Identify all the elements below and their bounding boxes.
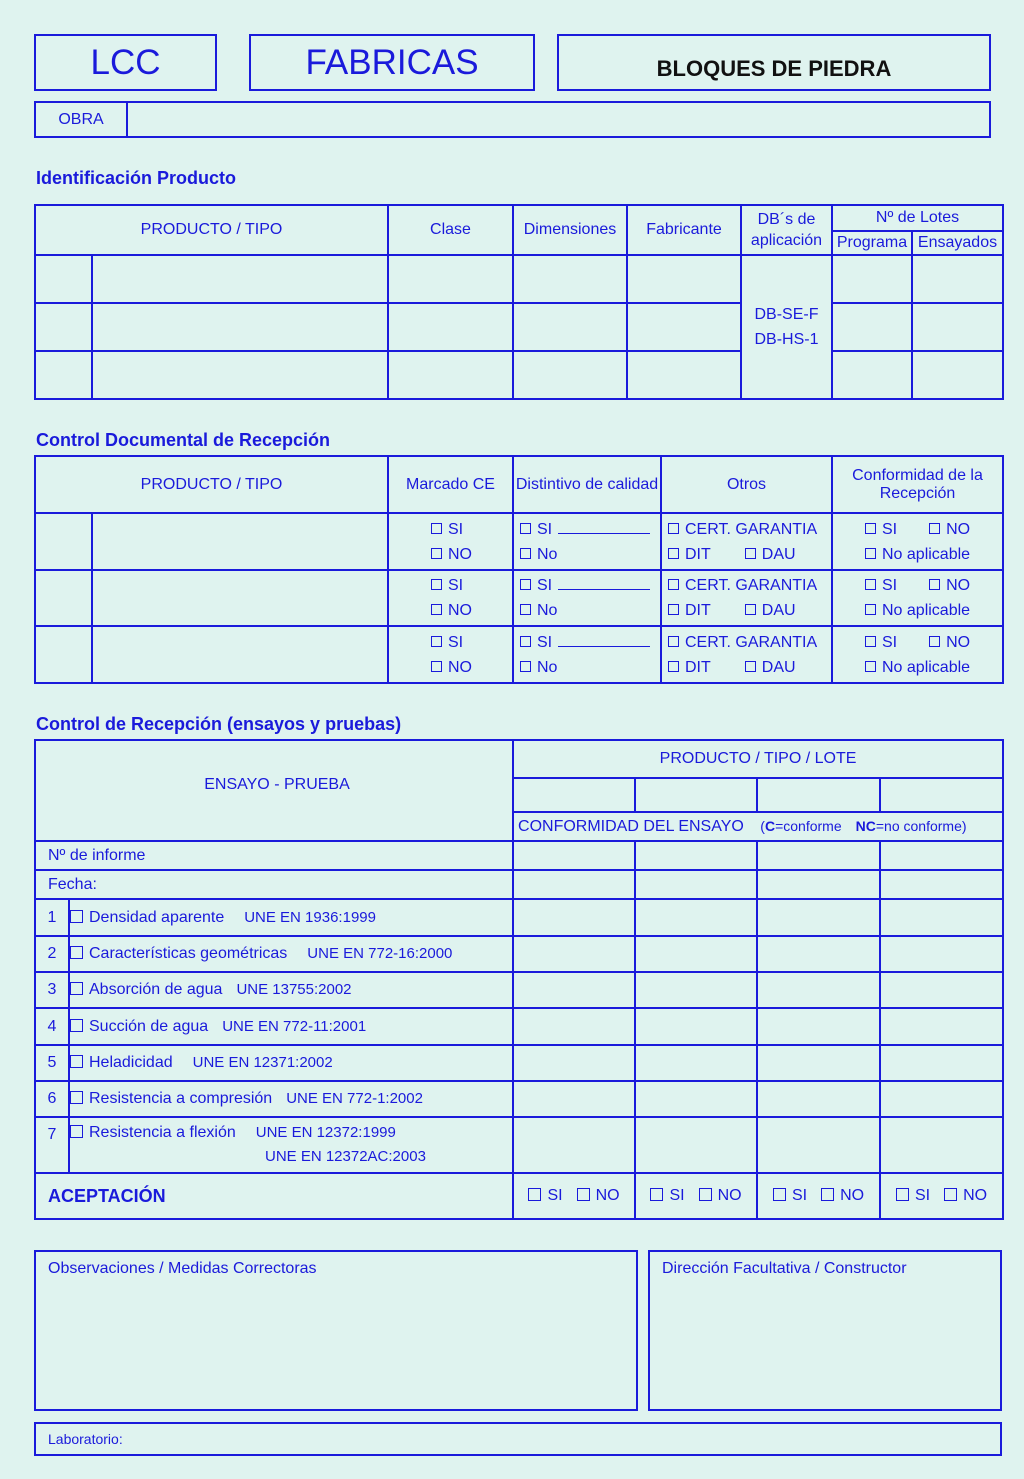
distintivo-input[interactable]	[558, 577, 650, 590]
cell[interactable]	[627, 351, 741, 399]
table-row	[35, 626, 1003, 683]
test-number: 5	[35, 1045, 69, 1081]
test-standard: UNE EN 772-1:2002	[286, 1090, 423, 1107]
cell[interactable]	[388, 255, 513, 303]
cert-label: CERT. GARANTIA	[685, 633, 818, 651]
dit-label: DIT	[685, 602, 711, 619]
no-aplicable-label: No aplicable	[882, 545, 971, 563]
no-label: NO	[595, 1187, 620, 1204]
db-hs-1: DB-HS-1	[754, 331, 819, 348]
aceptacion-options	[880, 1173, 1003, 1219]
test-name: Heladicidad	[89, 1054, 173, 1071]
no-label: NO	[448, 658, 472, 676]
ensayo-header-label: ENSAYO - PRUEBA	[204, 775, 350, 793]
aceptacion-row	[35, 1173, 1003, 1219]
test-standard: UNE EN 1936:1999	[244, 908, 376, 926]
test-row	[35, 1008, 1003, 1045]
otros-options	[661, 570, 832, 626]
no-label: NO	[448, 602, 472, 619]
cell[interactable]	[35, 513, 92, 570]
cell[interactable]	[757, 1081, 880, 1117]
cell[interactable]	[635, 1117, 757, 1173]
cell[interactable]	[880, 899, 1003, 936]
cert-label: CERT. GARANTIA	[685, 577, 818, 594]
control-recepcion-table	[34, 739, 1004, 1220]
si-checkbox[interactable]	[865, 579, 876, 590]
si-checkbox[interactable]	[773, 1188, 786, 1201]
test-item	[69, 972, 513, 1008]
test-name: Resistencia a flexión	[89, 1124, 236, 1141]
legend-c-text: =conforme	[775, 817, 842, 834]
cell[interactable]	[627, 303, 741, 351]
test-row	[35, 936, 1003, 972]
test-checkbox[interactable]	[70, 1091, 83, 1104]
cell[interactable]	[880, 1081, 1003, 1117]
si-checkbox[interactable]	[431, 636, 442, 647]
laboratorio-box[interactable]	[34, 1422, 1002, 1456]
si-label: SI	[791, 1187, 808, 1204]
no-checkbox[interactable]	[929, 579, 940, 590]
cell[interactable]	[388, 351, 513, 399]
db-cell	[741, 255, 832, 399]
test-number: 6	[35, 1081, 69, 1117]
dbs-header: DB´s de aplicación	[741, 205, 832, 255]
no-label: No	[537, 602, 558, 619]
cell[interactable]	[832, 351, 912, 399]
cell[interactable]	[35, 570, 92, 626]
cell[interactable]	[92, 255, 388, 303]
test-standard: UNE EN 772-11:2001	[222, 1017, 367, 1035]
cell[interactable]	[513, 870, 635, 899]
si-checkbox[interactable]	[431, 579, 442, 590]
table-row	[35, 255, 1003, 303]
si-checkbox[interactable]	[520, 579, 531, 590]
conformidad-options	[832, 626, 1003, 683]
cell[interactable]	[513, 1045, 635, 1081]
cert-checkbox[interactable]	[668, 579, 679, 590]
no-aplicable-label: No aplicable	[882, 602, 971, 619]
si-checkbox[interactable]	[865, 523, 876, 534]
lote-cell[interactable]	[757, 778, 880, 812]
cell[interactable]	[513, 936, 635, 972]
aceptacion-options	[757, 1173, 880, 1219]
no-label: NO	[946, 633, 971, 651]
cell[interactable]	[880, 1008, 1003, 1045]
no-checkbox[interactable]	[577, 1188, 590, 1201]
fabricas-box	[249, 34, 535, 91]
no-aplicable-checkbox[interactable]	[865, 604, 876, 615]
test-checkbox[interactable]	[70, 910, 83, 923]
identificacion-title: Identificación Producto	[36, 168, 237, 188]
test-checkbox[interactable]	[70, 1125, 83, 1138]
no-label: NO	[840, 1187, 865, 1204]
dau-checkbox[interactable]	[745, 548, 756, 559]
cell[interactable]	[92, 513, 388, 570]
producto-header: PRODUCTO / TIPO	[35, 456, 388, 513]
si-label: SI	[882, 633, 898, 651]
cell[interactable]	[635, 841, 757, 870]
no-aplicable-checkbox[interactable]	[865, 548, 876, 559]
no-label: NO	[448, 545, 472, 563]
identificacion-table	[34, 204, 1004, 400]
test-standard: UNE EN 12371:2002	[192, 1054, 333, 1071]
dit-checkbox[interactable]	[668, 548, 679, 559]
test-standard: UNE EN 12372:1999	[255, 1124, 396, 1141]
si-label: SI	[882, 520, 898, 538]
test-checkbox[interactable]	[70, 946, 83, 959]
test-row	[35, 1117, 1003, 1173]
test-item	[69, 899, 513, 936]
conformidad-ensayo-label: CONFORMIDAD DEL ENSAYO	[518, 817, 744, 835]
test-name: Resistencia a compresión	[89, 1090, 273, 1107]
si-label: SI	[669, 1187, 685, 1204]
laboratorio-label: Laboratorio:	[48, 1431, 123, 1447]
no-checkbox[interactable]	[431, 548, 442, 559]
si-label: SI	[448, 520, 464, 538]
direccion-box[interactable]	[648, 1250, 1002, 1411]
cert-label: CERT. GARANTIA	[685, 520, 818, 538]
no-checkbox[interactable]	[821, 1188, 834, 1201]
si-checkbox[interactable]	[520, 523, 531, 534]
cell[interactable]	[832, 255, 912, 303]
legend-open: (	[760, 817, 765, 834]
dit-label: DIT	[685, 658, 711, 676]
test-item	[69, 936, 513, 972]
fecha-label: Fecha:	[35, 870, 513, 899]
informe-label: Nº de informe	[35, 841, 513, 870]
test-row	[35, 899, 1003, 936]
cell[interactable]	[635, 899, 757, 936]
cell[interactable]	[35, 626, 92, 683]
fecha-row	[35, 870, 1003, 899]
cell[interactable]	[513, 255, 627, 303]
dimensiones-header: Dimensiones	[513, 205, 627, 255]
dau-checkbox[interactable]	[745, 661, 756, 672]
cell[interactable]	[635, 1045, 757, 1081]
conformidad-header: Conformidad de la Recepción	[832, 456, 1003, 513]
no-label: NO	[946, 577, 971, 594]
cell[interactable]	[880, 972, 1003, 1008]
cell[interactable]	[635, 1081, 757, 1117]
no-checkbox[interactable]	[699, 1188, 712, 1201]
no-checkbox[interactable]	[431, 661, 442, 672]
cell[interactable]	[513, 841, 635, 870]
si-checkbox[interactable]	[650, 1188, 663, 1201]
cell[interactable]	[35, 351, 92, 399]
control-documental-table	[34, 455, 1004, 684]
cell[interactable]	[635, 870, 757, 899]
cell[interactable]	[757, 899, 880, 936]
marcado-options	[388, 570, 513, 626]
test-checkbox[interactable]	[70, 1055, 83, 1068]
no-label: No	[537, 658, 558, 676]
cell[interactable]	[35, 303, 92, 351]
aceptacion-options	[513, 1173, 635, 1219]
test-item	[69, 1045, 513, 1081]
cell[interactable]	[757, 936, 880, 972]
si-label: SI	[448, 577, 464, 594]
distintivo-options	[513, 513, 661, 570]
si-checkbox[interactable]	[520, 636, 531, 647]
cell[interactable]	[757, 1045, 880, 1081]
si-label: SI	[448, 633, 464, 651]
test-checkbox[interactable]	[70, 1019, 83, 1032]
no-aplicable-label: No aplicable	[882, 658, 971, 676]
test-item	[69, 1008, 513, 1045]
distintivo-header: Distintivo de calidad	[513, 456, 661, 513]
cell[interactable]	[880, 1045, 1003, 1081]
test-row	[35, 1081, 1003, 1117]
conformidad-options	[832, 570, 1003, 626]
obra-row	[34, 101, 991, 138]
lcc-label: LCC	[90, 42, 161, 82]
conformidad-legend	[760, 818, 966, 834]
distintivo-input[interactable]	[558, 521, 650, 534]
distintivo-input[interactable]	[558, 634, 650, 647]
no-checkbox[interactable]	[929, 636, 940, 647]
dit-checkbox[interactable]	[668, 661, 679, 672]
observaciones-box[interactable]	[34, 1250, 638, 1411]
si-label: SI	[882, 577, 898, 594]
no-aplicable-checkbox[interactable]	[865, 661, 876, 672]
test-number: 4	[35, 1008, 69, 1045]
cell[interactable]	[757, 841, 880, 870]
conformidad-options	[832, 513, 1003, 570]
cell[interactable]	[92, 303, 388, 351]
lote-cell[interactable]	[513, 778, 635, 812]
informe-row	[35, 841, 1003, 870]
producto-lote-header: PRODUCTO / TIPO / LOTE	[513, 740, 1003, 778]
si-label: SI	[537, 577, 553, 594]
cell[interactable]	[627, 255, 741, 303]
aceptacion-options	[635, 1173, 757, 1219]
aceptacion-label: ACEPTACIÓN	[35, 1173, 513, 1219]
no-label: No	[537, 545, 558, 563]
no-checkbox[interactable]	[520, 604, 531, 615]
si-checkbox[interactable]	[528, 1188, 541, 1201]
no-checkbox[interactable]	[520, 661, 531, 672]
no-label: NO	[963, 1187, 988, 1204]
cell[interactable]	[912, 255, 1003, 303]
legend-nc: NC	[855, 817, 876, 834]
dau-label: DAU	[761, 602, 796, 619]
cell[interactable]	[635, 972, 757, 1008]
si-checkbox[interactable]	[865, 636, 876, 647]
cell[interactable]	[912, 303, 1003, 351]
test-number: 2	[35, 936, 69, 972]
test-row	[35, 1045, 1003, 1081]
test-standard: UNE EN 772-16:2000	[307, 945, 453, 962]
no-label: NO	[717, 1187, 742, 1204]
dit-label: DIT	[685, 545, 711, 563]
cell[interactable]	[757, 1008, 880, 1045]
no-checkbox[interactable]	[944, 1188, 957, 1201]
table-row	[35, 351, 1003, 399]
test-name: Absorción de agua	[89, 981, 223, 998]
marcado-ce-header: Marcado CE	[388, 456, 513, 513]
cell[interactable]	[880, 841, 1003, 870]
subtitle-label: BLOQUES DE PIEDRA	[656, 55, 892, 81]
dau-checkbox[interactable]	[745, 604, 756, 615]
cell[interactable]	[388, 303, 513, 351]
si-label: SI	[547, 1187, 563, 1204]
test-name: Características geométricas	[89, 945, 288, 962]
cell[interactable]	[92, 351, 388, 399]
marcado-options	[388, 513, 513, 570]
producto-header: PRODUCTO / TIPO	[35, 205, 388, 255]
marcado-options	[388, 626, 513, 683]
conformidad-ensayo-row	[513, 812, 1003, 841]
dau-label: DAU	[761, 658, 796, 676]
fabricante-header: Fabricante	[627, 205, 741, 255]
test-name: Succión de agua	[89, 1017, 209, 1035]
no-label: NO	[946, 520, 971, 538]
test-name: Densidad aparente	[89, 908, 225, 926]
cell[interactable]	[635, 1008, 757, 1045]
cell[interactable]	[35, 255, 92, 303]
legend-c: C	[764, 817, 776, 834]
cert-checkbox[interactable]	[668, 523, 679, 534]
lote-cell[interactable]	[880, 778, 1003, 812]
si-label: SI	[914, 1187, 931, 1204]
distintivo-options	[513, 626, 661, 683]
no-checkbox[interactable]	[929, 523, 940, 534]
cell[interactable]	[757, 1117, 880, 1173]
lote-cell[interactable]	[635, 778, 757, 812]
dau-label: DAU	[761, 545, 796, 563]
fabricas-label: FABRICAS	[305, 42, 479, 82]
cell[interactable]	[513, 972, 635, 1008]
dit-checkbox[interactable]	[668, 604, 679, 615]
cell[interactable]	[92, 626, 388, 683]
observaciones-label: Observaciones / Medidas Correctoras	[48, 1260, 317, 1277]
test-number: 1	[35, 899, 69, 936]
test-item	[69, 1081, 513, 1117]
clase-header: Clase	[388, 205, 513, 255]
ensayo-header	[35, 740, 513, 841]
cell[interactable]	[880, 1117, 1003, 1173]
cell[interactable]	[880, 870, 1003, 899]
cell[interactable]	[832, 303, 912, 351]
otros-options	[661, 626, 832, 683]
lotes-header: Nº de Lotes	[832, 205, 1003, 231]
test-checkbox[interactable]	[70, 982, 83, 995]
cell[interactable]	[513, 1117, 635, 1173]
table-row	[35, 513, 1003, 570]
cell[interactable]	[513, 1081, 635, 1117]
direccion-label: Dirección Facultativa / Constructor	[662, 1260, 907, 1277]
cell[interactable]	[513, 351, 627, 399]
ensayados-header: Ensayados	[912, 231, 1003, 255]
cell[interactable]	[92, 570, 388, 626]
test-row	[35, 972, 1003, 1008]
otros-header: Otros	[661, 456, 832, 513]
cell[interactable]	[880, 936, 1003, 972]
test-number: 3	[35, 972, 69, 1008]
test-number: 7	[35, 1117, 69, 1173]
legend-nc-text: =no conforme)	[875, 817, 967, 834]
cell[interactable]	[513, 899, 635, 936]
cell[interactable]	[513, 303, 627, 351]
obra-input[interactable]	[128, 103, 989, 136]
table-row	[35, 303, 1003, 351]
db-se-f: DB-SE-F	[754, 306, 819, 323]
lcc-box	[34, 34, 217, 91]
obra-label: OBRA	[36, 103, 128, 136]
cell[interactable]	[757, 972, 880, 1008]
no-checkbox[interactable]	[520, 548, 531, 559]
cell[interactable]	[513, 1008, 635, 1045]
table-row	[35, 570, 1003, 626]
programa-header: Programa	[832, 231, 912, 255]
cell[interactable]	[635, 936, 757, 972]
test-standard-2: UNE EN 12372AC:2003	[265, 1148, 426, 1165]
distintivo-options	[513, 570, 661, 626]
cell[interactable]	[757, 870, 880, 899]
no-checkbox[interactable]	[431, 604, 442, 615]
subtitle-box	[557, 34, 991, 91]
si-checkbox[interactable]	[431, 523, 442, 534]
cell[interactable]	[912, 351, 1003, 399]
test-standard: UNE 13755:2002	[236, 981, 352, 998]
otros-options	[661, 513, 832, 570]
control-documental-title: Control Documental de Recepción	[36, 430, 331, 450]
test-item	[69, 1117, 513, 1173]
control-recepcion-title: Control de Recepción (ensayos y pruebas)	[36, 714, 402, 734]
si-label: SI	[537, 633, 553, 651]
si-checkbox[interactable]	[896, 1188, 909, 1201]
si-label: SI	[537, 520, 553, 538]
cert-checkbox[interactable]	[668, 636, 679, 647]
